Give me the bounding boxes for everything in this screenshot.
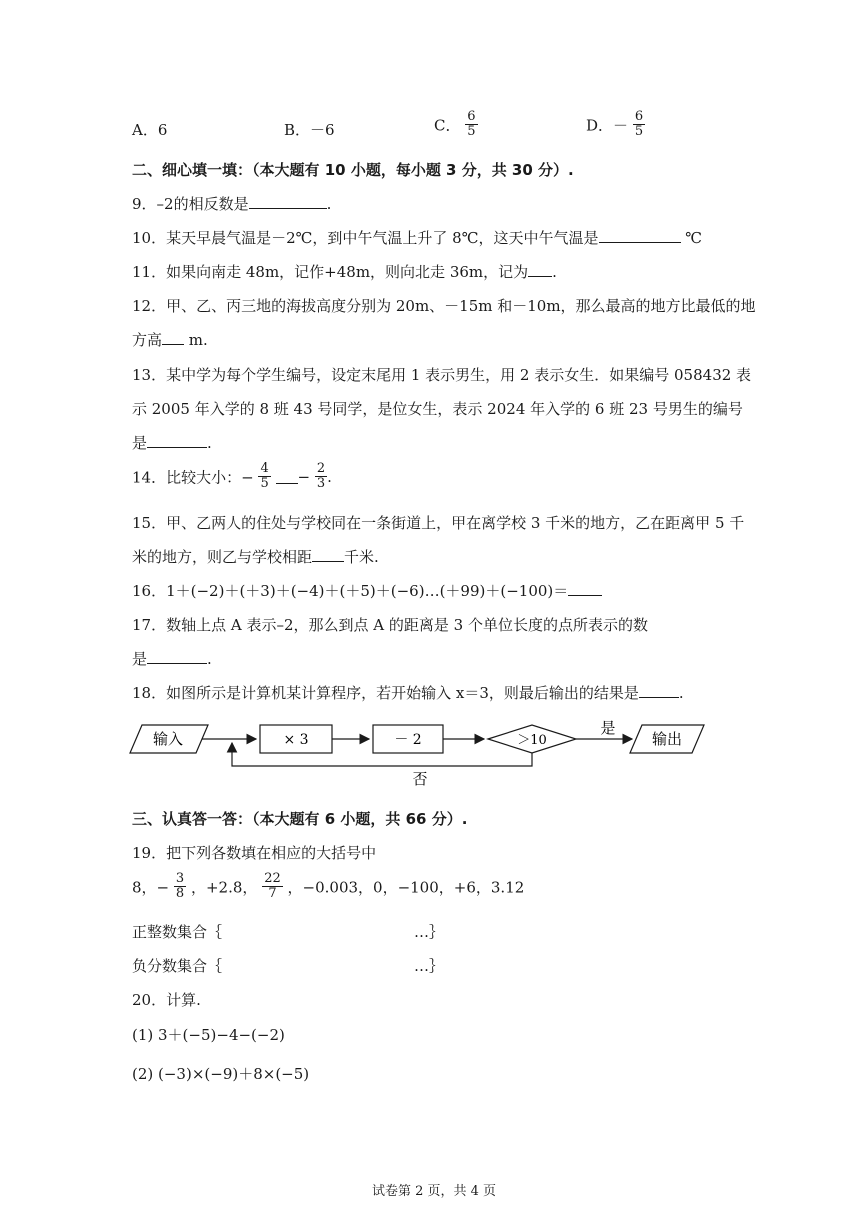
option-d-fraction xyxy=(633,110,645,140)
flow-condition-label: ＞10 xyxy=(517,733,547,748)
question-19-numbers xyxy=(132,872,524,902)
q18-text: 18．如图所示是计算机某计算程序，若开始输入 x＝3，则最后输出的结果是 xyxy=(132,684,639,702)
question-9 xyxy=(132,193,331,214)
q12-line2-a: 方高 xyxy=(132,331,163,349)
flow-no-label: 否 xyxy=(412,770,428,788)
q15-blank xyxy=(312,547,344,562)
q19-set2-end: …｝ xyxy=(414,957,445,975)
option-c-prefix: C． xyxy=(434,116,461,135)
question-17-line2 xyxy=(132,648,212,669)
q19-set1-label: 正整数集合｛ xyxy=(132,923,223,941)
q19-nums-a: 8，− xyxy=(132,878,170,897)
q17-line2: 是 xyxy=(132,650,148,668)
q17-blank xyxy=(147,649,207,664)
q14-n1: 4 xyxy=(260,461,269,476)
q19-nums-b: ，+2.8， xyxy=(190,878,258,897)
q13-line3: 是 xyxy=(132,434,148,452)
flow-yes-label: 是 xyxy=(600,719,616,737)
q19-fraction-2 xyxy=(262,872,283,902)
option-c-den: 5 xyxy=(467,124,476,140)
flow-loop-line xyxy=(232,743,532,766)
q16-text: 16．1＋(−2)＋(＋3)＋(−4)＋(＋5)＋(−6)…(＋99)＋(−100)＝ xyxy=(132,582,569,600)
question-14 xyxy=(132,462,332,492)
option-a: A．6 xyxy=(132,121,168,139)
q17-end: . xyxy=(207,650,212,668)
question-20-part1: (1) 3＋(−5)−4−(−2) xyxy=(132,1026,285,1044)
q15-line2-a: 米的地方，则乙与学校相距 xyxy=(132,548,313,566)
q14-end: . xyxy=(327,467,332,486)
q11-blank xyxy=(528,262,552,277)
q12-line2-b: m. xyxy=(184,331,208,349)
q10-text: 10．某天早晨气温是－2℃，到中午气温上升了 8℃，这天中午气温是 xyxy=(132,229,599,247)
question-13-line3 xyxy=(132,432,212,453)
option-d xyxy=(586,110,645,140)
option-b: B．－6 xyxy=(284,121,335,139)
q10-end: ℃ xyxy=(680,229,703,247)
q9-text: 9．–2的相反数是 xyxy=(132,195,249,213)
option-c-fraction xyxy=(465,110,477,140)
question-15-line2 xyxy=(132,546,379,567)
flow-times-label: × 3 xyxy=(283,732,309,748)
q15-line2-b: 千米. xyxy=(344,548,379,566)
q10-blank xyxy=(599,228,681,243)
flow-minus-label: － 2 xyxy=(394,732,422,748)
question-10 xyxy=(132,227,702,248)
question-15-line1: 15．甲、乙两人的住处与学校同在一条街道上，甲在离学校 3 千米的地方，乙在距离甲 5 千 xyxy=(132,514,745,532)
flow-output-label: 输出 xyxy=(651,730,683,748)
question-12-line2 xyxy=(132,329,208,350)
q19-set1-end: …｝ xyxy=(414,923,445,941)
question-19-title: 19．把下列各数填在相应的大括号中 xyxy=(132,844,377,862)
section2-title: 二、细心填一填：（本大题有 10 小题，每小题 3 分，共 30 分）. xyxy=(132,161,574,179)
q14-blank xyxy=(276,469,298,484)
q14-n2: 2 xyxy=(316,461,326,476)
q14-fraction-1 xyxy=(258,462,270,492)
q11-end: . xyxy=(552,263,557,281)
flowchart xyxy=(124,712,714,790)
question-16 xyxy=(132,580,602,601)
q9-end: . xyxy=(326,195,332,213)
q14-mid: − xyxy=(297,467,311,486)
q19-nums-c: ，−0.003，0，−100，+6，3.12 xyxy=(287,878,525,897)
option-d-num: 6 xyxy=(634,109,644,124)
q12-blank xyxy=(162,330,184,345)
q19-fraction-1 xyxy=(174,872,186,902)
question-11 xyxy=(132,261,557,282)
q14-d2: 3 xyxy=(316,476,326,492)
q19-frac1-den: 8 xyxy=(175,886,185,902)
question-12-line1: 12．甲、乙、丙三地的海拔高度分别为 20m、－15m 和－10m，那么最高的地方比最低的地 xyxy=(132,297,756,315)
flow-input-label: 输入 xyxy=(152,730,184,748)
option-d-prefix: D．－ xyxy=(586,116,629,135)
option-c xyxy=(434,110,478,140)
question-13-line1: 13．某中学为每个学生编号，设定末尾用 1 表示男生，用 2 表示女生．如果编号 058432 表 xyxy=(132,366,752,384)
q19-frac2-num: 22 xyxy=(264,871,281,886)
question-18 xyxy=(132,682,684,703)
q14-d1: 5 xyxy=(260,476,269,492)
q16-blank xyxy=(568,581,602,596)
q19-set2-label: 负分数集合｛ xyxy=(132,957,223,975)
question-20-part2: (2) (−3)×(−9)＋8×(−5) xyxy=(132,1065,310,1083)
q18-blank xyxy=(639,683,679,698)
q13-end: . xyxy=(207,434,212,452)
question-20-title: 20．计算. xyxy=(132,991,201,1009)
q18-end: . xyxy=(678,684,684,702)
q19-frac1-num: 3 xyxy=(175,871,185,886)
section3-title: 三、认真答一答：（本大题有 6 小题，共 66 分）. xyxy=(132,810,468,828)
q9-blank xyxy=(249,194,327,209)
page-footer: 试卷第 2 页，共 4 页 xyxy=(371,1184,497,1199)
q13-blank xyxy=(147,433,207,448)
question-13-line2: 示 2005 年入学的 8 班 43 号同学，是位女生，表示 2024 年入学的 6 班 23 号男生的编号 xyxy=(132,400,743,418)
q11-text: 11．如果向南走 48m，记作+48m，则向北走 36m，记为 xyxy=(132,263,529,281)
q14-fraction-2 xyxy=(315,462,327,492)
option-c-num: 6 xyxy=(467,109,476,124)
option-d-den: 5 xyxy=(634,124,644,140)
question-17-line1: 17．数轴上点 A 表示–2，那么到点 A 的距离是 3 个单位长度的点所表示的数 xyxy=(132,616,648,634)
q14-prefix: 14．比较大小：− xyxy=(132,468,254,487)
q19-frac2-den: 7 xyxy=(268,886,277,902)
